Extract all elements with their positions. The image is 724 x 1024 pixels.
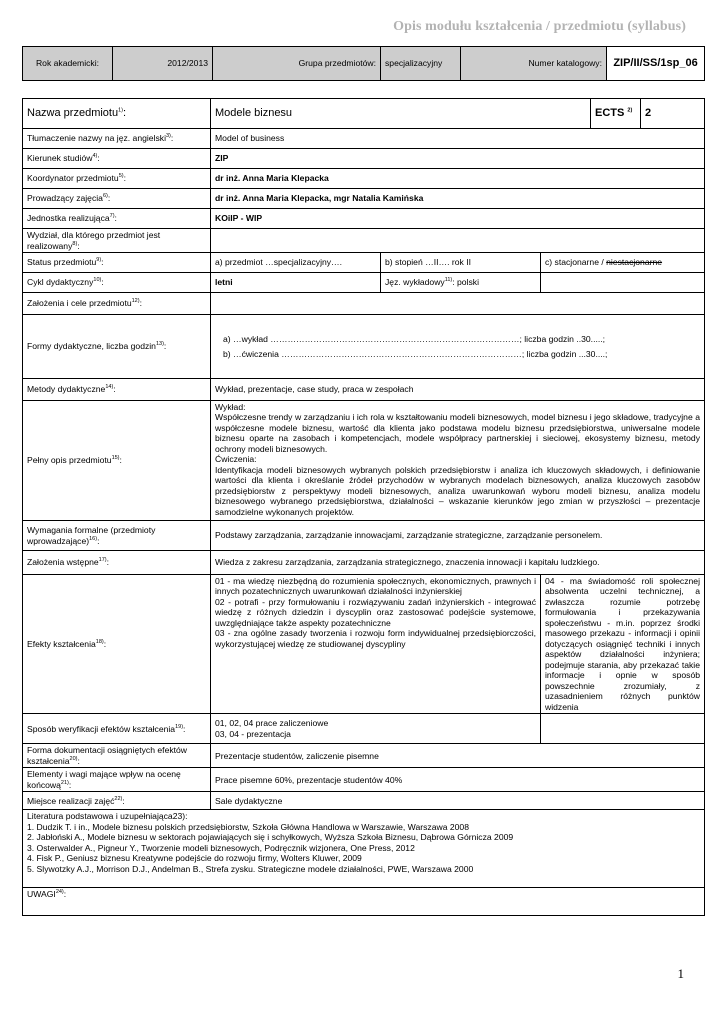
- row-verification: [23, 714, 705, 744]
- methods-value: Wykład, prezentacje, case study, praca w zespołach: [211, 379, 705, 401]
- verification-line: 03, 04 - prezentacja: [215, 728, 291, 739]
- prerequisites-value: Wiedza z zakresu zarządzania, zarządzania strategicznego, znaczenia innowacji i kapitału ludzkiego.: [211, 551, 705, 575]
- academic-year-label: Rok akademicki:: [23, 47, 113, 81]
- formal-requirements-value: Podstawy zarządzania, zarządzanie innowacjami, zarządzanie strategiczne, zarządzanie personelem.: [211, 521, 705, 551]
- status-mode: c) stacjonarne / niestacjonarne: [541, 253, 705, 273]
- status-degree: b) stopień …II…. rok II: [381, 253, 541, 273]
- catalog-number-label: Numer katalogowy:: [461, 47, 607, 81]
- faculty-value: [211, 229, 705, 253]
- cycle-label: Cykl dydaktyczny$^{10)}$:: [23, 273, 211, 293]
- literature-item: 2. Jabłoński A., Modele biznesu w sektorach pojawiających się i schyłkowych, Wyższa Szkoła Biznesu, Dąbrowa Górnicza 2009: [27, 832, 514, 843]
- unit-value: KOiIP - WIP: [211, 209, 705, 229]
- row-cycle: [23, 273, 705, 293]
- row-outcomes: [23, 575, 705, 714]
- remarks-cell: UWAGI$^{24)}$:: [23, 888, 705, 916]
- document-title: Opis modułu kształcenia / przedmiotu (syllabus): [393, 19, 686, 34]
- formal-requirements-label: Wymagania formalne (przedmioty wprowadzające)$^{16)}$:: [23, 521, 211, 551]
- instructors-value: dr inż. Anna Maria Klepacka, mgr Natalia Kamińska: [211, 189, 705, 209]
- row-translation: [23, 129, 705, 149]
- outcomes-label: Efekty kształcenia$^{18)}$:: [23, 575, 211, 714]
- row-subject-name: [23, 99, 705, 129]
- documentation-value: Prezentacje studentów, zaliczenie pisemne: [211, 744, 705, 768]
- ects-label: ECTS $^{2)}$: [591, 99, 641, 129]
- forms-label: Formy dydaktyczne, liczba godzin$^{13)}$:: [23, 315, 211, 379]
- row-prerequisites: [23, 551, 705, 575]
- instructors-label: Prowadzący zajęcia$^{6)}$:: [23, 189, 211, 209]
- row-instructors: [23, 189, 705, 209]
- header-row: [23, 47, 705, 81]
- status-label: Status przedmiotu$^{9)}$:: [23, 253, 211, 273]
- literature-item: 4. Fisk P., Geniusz biznesu Kreatywne podejście do rozwoju firmy, Wolters Kluwer, 2009: [27, 853, 362, 864]
- language-field: Jęz. wykładowy$^{11)}$: polski: [381, 273, 541, 293]
- translation-value: Model of business: [211, 129, 705, 149]
- documentation-label: Forma dokumentacji osiągniętych efektów kształcenia$^{20)}$:: [23, 744, 211, 768]
- outcomes-left: 01 - ma wiedzę niezbędną do rozumienia społecznych, ekonomicznych, prawnych i innych pozatechnicznych uwarunkowań działalności inżynierskiej 02 - potrafi - przy formułowaniu i rozwiązywaniu zadań inżynierskich - integrować wiedzę z różnych dziedzin i dyscyplin oraz zastosować podejście systemowe, uwzględniające także aspekty pozatechniczne 03 - zna ogólne zasady tworzenia i rozwoju form indywidualnej przedsiębiorczości, wykorzystującej wiedzę ze studiowanej dyscypliny: [211, 575, 541, 714]
- row-documentation: [23, 744, 705, 768]
- subject-group-label: Grupa przedmiotów:: [213, 47, 381, 81]
- subject-name-label: Nazwa przedmiotu$^{1)}$:: [23, 99, 211, 129]
- row-methods: [23, 379, 705, 401]
- row-status: [23, 253, 705, 273]
- ects-value: 2: [641, 99, 705, 129]
- academic-year-value: 2012/2013: [113, 47, 213, 81]
- row-coordinator: [23, 169, 705, 189]
- faculty-label: Wydział, dla którego przedmiot jest realizowany$^{8)}$:: [23, 229, 211, 253]
- weights-label: Elementy i wagi mające wpływ na ocenę końcową$^{21)}$:: [23, 768, 211, 792]
- goals-label: Założenia i cele przedmiotu$^{12)}$:: [23, 293, 211, 315]
- methods-label: Metody dydaktyczne$^{14)}$:: [23, 379, 211, 401]
- coordinator-label: Koordynator przedmiotu$^{5)}$:: [23, 169, 211, 189]
- row-faculty: [23, 229, 705, 253]
- coordinator-value: dr inż. Anna Maria Klepacka: [211, 169, 705, 189]
- verification-label: Sposób weryfikacji efektów kształcenia$^{19)}$:: [23, 714, 211, 744]
- row-description: [23, 401, 705, 521]
- cycle-empty: [541, 273, 705, 293]
- row-direction: [23, 149, 705, 169]
- place-value: Sale dydaktyczne: [211, 792, 705, 810]
- subject-group-value: specjalizacyjny: [381, 47, 461, 81]
- prerequisites-label: Założenia wstępne$^{17)}$:: [23, 551, 211, 575]
- row-formal-requirements: [23, 521, 705, 551]
- place-label: Miejsce realizacji zajęć$^{22)}$:: [23, 792, 211, 810]
- exercise-text: Identyfikacja modeli biznesowych wybranych polskich przedsiębiorstw i analiza ich kluczowych składowych, i definiowanie wartości dla klienta i określanie źródeł przychodów w wybranych modelach biznesowych, analiza kluczowych zasobów przedsiębiorstw z perspektywy modeli biznesowych, analiza uwarunkowań wyboru modeli biznesu, analiza modelu biznesowego wybranego przedsiębiorstwa, działalności – wskazanie kierunków jego zmian w przyszłości – prezentacje samodzielne wykonanych projektów.: [215, 464, 700, 517]
- goals-value: [211, 293, 705, 315]
- row-remarks: [23, 888, 705, 916]
- row-literature: [23, 810, 705, 888]
- cycle-value: letni: [211, 273, 381, 293]
- literature-heading: Literatura podstawowa i uzupełniająca23):: [27, 811, 188, 822]
- subject-name-value: Modele biznesu: [211, 99, 591, 129]
- row-goals: [23, 293, 705, 315]
- forms-line-lecture: a) …wykład ……………………………………………………………………………; liczba godzin ..30.....;: [223, 334, 606, 345]
- header-table: [22, 46, 705, 81]
- lecture-heading: Wykład:: [215, 402, 246, 412]
- direction-label: Kierunek studiów$^{4)}$:: [23, 149, 211, 169]
- row-forms: [23, 315, 705, 379]
- literature-item: 3. Osterwalder A., Pigneur Y., Tworzenie modeli biznesowych, Podręcznik wizjonera, One Press, 2012: [27, 842, 415, 853]
- syllabus-table: [22, 98, 705, 916]
- literature-item: 1. Dudzik T. i in., Modele biznesu polskich przedsiębiorstw, Szkoła Główna Handlowa w Warszawie, Warszawa 2008: [27, 821, 469, 832]
- weights-value: Prace pisemne 60%, prezentacje studentów 40%: [211, 768, 705, 792]
- verification-empty: [541, 714, 705, 744]
- page-number: 1: [677, 966, 684, 981]
- forms-line-exercises: b) …ćwiczenia …………………………………………………………………………; liczba godzin ...30....;: [223, 348, 608, 359]
- literature-list: [27, 822, 700, 874]
- exercise-heading: Ćwiczenia:: [215, 454, 257, 465]
- row-unit: [23, 209, 705, 229]
- direction-value: ZIP: [211, 149, 705, 169]
- row-weights: [23, 768, 705, 792]
- description-label: Pełny opis przedmiotu$^{15)}$:: [23, 401, 211, 521]
- verification-value: [211, 714, 541, 744]
- description-value: [211, 401, 705, 521]
- lecture-text: Współczesne trendy w zarządzaniu i ich rola w kształtowaniu modeli biznesowych, model biznesu i jego składowe, tradycyjne a współczesne modele biznesu, wartość dla klienta jako podstawa modelu biznesu przedsiębiorstwa, uniwersalne modele biznesu oparte na zasobach i kompetencjach, modele współpracy partnerskiej i sieciowej, ekosystemy biznesu, metody ochrony modeli biznesowych.: [215, 412, 700, 454]
- verification-line: 01, 02, 04 prace zaliczeniowe: [215, 718, 329, 729]
- literature-cell: [23, 810, 705, 888]
- unit-label: Jednostka realizująca$^{7)}$:: [23, 209, 211, 229]
- catalog-number-value: ZIP/II/SS/1sp_06: [607, 47, 705, 81]
- status-type: a) przedmiot …specjalizacyjny….: [211, 253, 381, 273]
- translation-label: Tłumaczenie nazwy na jęz. angielski$^{3)}$:: [23, 129, 211, 149]
- literature-item: 5. Slywotzky A.J., Morrison D.J., Andelman B., Strefa zysku. Strategiczne modele działalności, PWE, Warszawa 2000: [27, 863, 474, 874]
- outcomes-right: 04 - ma świadomość roli społecznej absolwenta uczelni technicznej, a zwłaszcza rozumie potrzebę formułowania i przekazywania społeczeństwu - m.in. poprzez środki masowego przekazu - informacji i opinii dotyczących osiągnięć techniki i innych aspektów działalności inżyniera; podejmuje starania, aby przekazać takie informacje i opnie w sposób powszechnie zrozumiały, z uzasadnieniem różnych punktów widzenia: [541, 575, 705, 714]
- row-place: [23, 792, 705, 810]
- forms-value: [211, 315, 705, 379]
